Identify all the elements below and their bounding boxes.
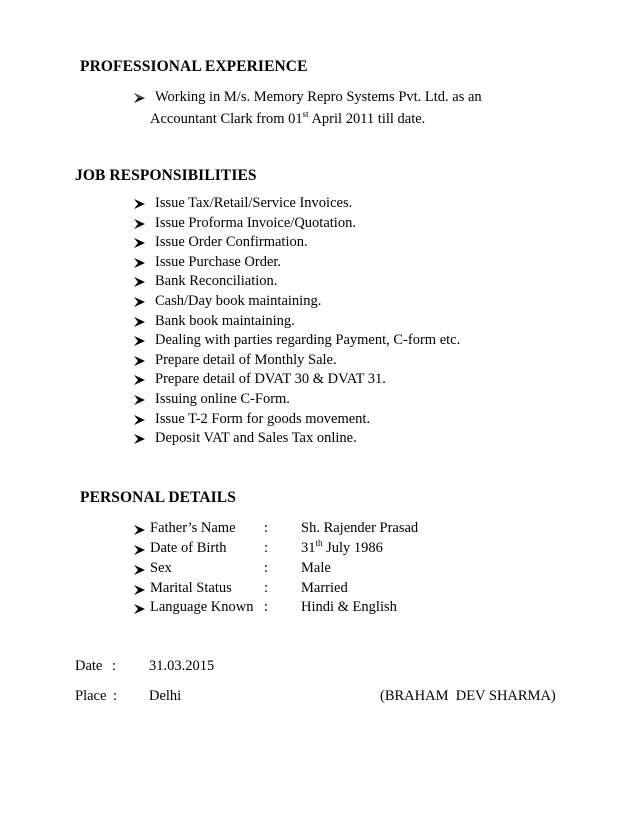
job-responsibilities-heading: JOB RESPONSIBILITIES	[75, 167, 257, 184]
arrow-bullet-icon	[133, 540, 147, 560]
colon: :	[264, 520, 269, 536]
personal-details-heading: PERSONAL DETAILS	[80, 489, 236, 506]
list-item	[133, 88, 482, 108]
date-value: 31.03.2015	[149, 658, 215, 674]
list-item	[133, 253, 460, 273]
list-item	[133, 390, 460, 410]
list-item	[133, 214, 460, 234]
sex-value: Male	[301, 560, 331, 576]
arrow-bullet-icon	[133, 351, 147, 371]
arrow-bullet-icon	[133, 253, 147, 273]
list-item	[133, 331, 460, 351]
arrow-bullet-icon	[133, 292, 147, 312]
experience-line-1: Working in M/s. Memory Repro Systems Pvt. Ltd. as an	[155, 89, 482, 105]
date-of-birth-value: 31th July 1986	[301, 538, 383, 556]
fathers-name-value: Sh. Rajender Prasad	[301, 520, 419, 536]
arrow-bullet-icon	[133, 194, 147, 214]
arrow-bullet-icon	[133, 390, 147, 410]
responsibility-text: Bank Reconciliation.	[155, 273, 278, 290]
arrow-bullet-icon	[133, 580, 147, 600]
responsibility-text: Deposit VAT and Sales Tax online.	[155, 430, 357, 447]
list-item	[133, 410, 460, 430]
list-item	[133, 429, 460, 449]
colon: :	[113, 688, 118, 704]
arrow-bullet-icon	[133, 370, 147, 390]
date-of-birth-label: Date of Birth	[150, 540, 227, 556]
list-item	[133, 233, 460, 253]
experience-line-2: Accountant Clark from 01st April 2011 till date.	[150, 108, 426, 127]
list-item	[133, 351, 460, 371]
colon: :	[264, 580, 269, 596]
responsibility-text: Cash/Day book maintaining.	[155, 292, 322, 309]
marital-status-label: Marital Status	[150, 580, 232, 596]
list-item	[133, 194, 460, 214]
place-row	[75, 688, 182, 705]
arrow-bullet-icon	[133, 520, 147, 540]
colon: :	[264, 560, 269, 576]
list-item	[133, 110, 482, 130]
responsibility-text: Bank book maintaining.	[155, 312, 295, 329]
arrow-bullet-icon	[133, 272, 147, 292]
date-row	[75, 658, 215, 675]
responsibility-text: Issue Proforma Invoice/Quotation.	[155, 214, 356, 231]
list-item	[133, 312, 460, 332]
experience-list	[133, 88, 482, 129]
responsibility-text: Issuing online C-Form.	[155, 390, 290, 407]
language-known-value: Hindi & English	[301, 599, 397, 615]
arrow-bullet-icon	[133, 233, 147, 253]
responsibility-text: Issue Order Confirmation.	[155, 234, 308, 251]
list-item	[133, 292, 460, 312]
arrow-bullet-icon	[133, 331, 147, 351]
job-responsibilities-list	[133, 194, 460, 449]
colon: :	[264, 540, 269, 556]
professional-experience-heading: PROFESSIONAL EXPERIENCE	[80, 58, 308, 75]
arrow-bullet-icon	[133, 214, 147, 234]
marital-status-value: Married	[301, 580, 348, 596]
arrow-bullet-icon	[133, 88, 147, 108]
sex-label: Sex	[150, 560, 172, 576]
fathers-name-label: Father’s Name	[150, 520, 236, 536]
responsibility-text: Prepare detail of Monthly Sale.	[155, 351, 337, 368]
language-known-label: Language Known	[150, 599, 254, 615]
responsibility-text: Prepare detail of DVAT 30 & DVAT 31.	[155, 371, 386, 388]
date-label: Date	[75, 658, 103, 674]
responsibility-text: Issue Purchase Order.	[155, 253, 282, 270]
responsibility-text: Issue T-2 Form for goods movement.	[155, 410, 371, 427]
signature-name: (BRAHAM DEV SHARMA)	[380, 688, 556, 704]
arrow-bullet-icon	[133, 560, 147, 580]
colon: :	[112, 658, 117, 674]
arrow-bullet-icon	[133, 410, 147, 430]
place-value: Delhi	[149, 688, 182, 704]
list-item	[133, 370, 460, 390]
place-label: Place	[75, 688, 107, 704]
responsibility-text: Dealing with parties regarding Payment, C-form etc.	[155, 332, 461, 349]
arrow-bullet-icon	[133, 599, 147, 619]
list-item	[133, 272, 460, 292]
responsibility-text: Issue Tax/Retail/Service Invoices.	[155, 195, 353, 211]
arrow-bullet-icon	[133, 429, 147, 449]
arrow-bullet-icon	[133, 312, 147, 332]
colon: :	[264, 599, 269, 615]
